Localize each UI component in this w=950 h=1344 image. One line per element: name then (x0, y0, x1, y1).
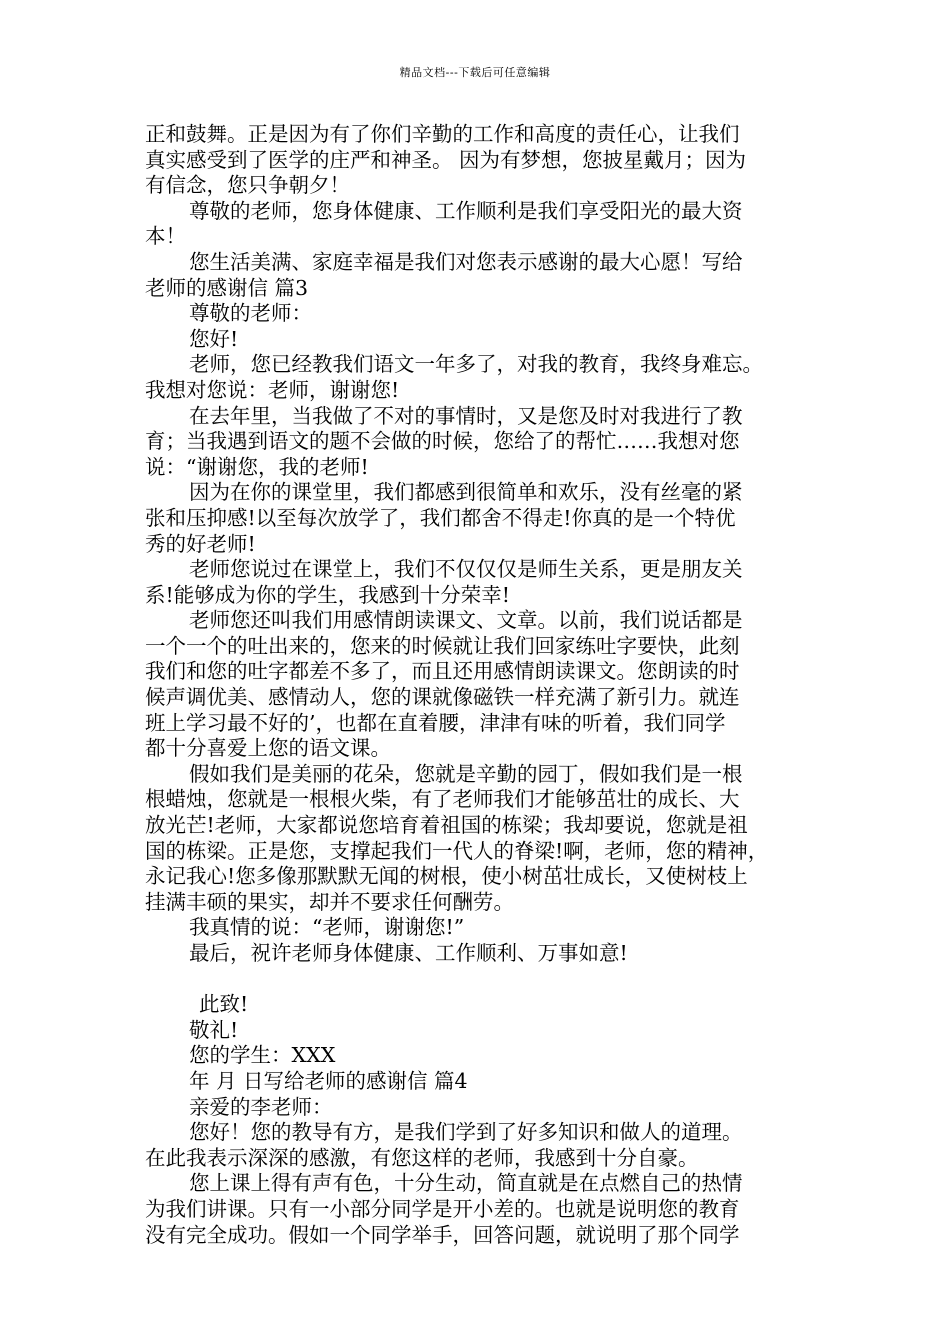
paragraph-start-line: 您生活美满、家庭幸福是我们对您表示感谢的最大心愿！写给 (189, 249, 743, 274)
text-line: 正和鼓舞。正是因为有了你们辛勤的工作和高度的责任心，让我们 (145, 122, 740, 146)
paragraph-start-line: 老师，您已经教我们语文一年多了，对我的教育，我终身难忘。 (189, 352, 763, 377)
signature-line: 您的学生：XXX (189, 1043, 336, 1068)
text-line: 一个一个的吐出来的，您来的时候就让我们回家练吐字要快，此刻 (145, 633, 740, 658)
closing-line: 敬礼! (189, 1017, 239, 1042)
text-line: 放光芒!老师，大家都说您培育着祖国的栋梁；我却要说，您就是祖 (145, 813, 748, 838)
paragraph-start-line: 您上课上得有声有色，十分生动，简直就是在点燃自己的热情 (189, 1171, 743, 1196)
paragraph-start-line: 老师您还叫我们用感情朗读课文、文章。以前，我们说话都是 (189, 608, 743, 633)
paragraph-start-line: 因为在你的课堂里，我们都感到很简单和欢乐，没有丝毫的紧 (189, 480, 743, 505)
paragraph-start-line: 您好！您的教导有方，是我们学到了好多知识和做人的道理。 (189, 1120, 743, 1145)
paragraph-start-line: 我真情的说：“老师，谢谢您!” (189, 915, 465, 940)
text-line: 根蜡烛，您就是一根根火柴，有了老师我们才能够茁壮的成长、大 (145, 787, 740, 812)
text-line: 都十分喜爱上您的语文课。 (145, 736, 391, 761)
paragraph-start-line: 在去年里，当我做了不对的事情时，又是您及时对我进行了教 (189, 403, 743, 428)
text-line: 没有完全成功。假如一个同学举手，回答问题，就说明了那个同学 (145, 1222, 740, 1247)
text-line: 永记我心!您多像那默默无闻的树根，使小树茁壮成长，又使树枝上 (145, 864, 748, 889)
text-line: 有信念，您只争朝夕！ (145, 173, 350, 198)
text-line: 挂满丰硕的果实，却并不要求任何酬劳。 (145, 889, 514, 914)
text-line: 秀的好老师! (145, 531, 256, 556)
closing-line: 此致! (199, 992, 249, 1017)
section-heading-line: 年 月 日写给老师的感谢信 篇4 (189, 1068, 468, 1093)
text-line: 张和压抑感!以至每次放学了，我们都舍不得走!你真的是一个特优 (145, 505, 736, 530)
text-line: 说：“谢谢您，我的老师! (145, 454, 369, 479)
text-line: 系!能够成为你的学生，我感到十分荣幸! (145, 582, 510, 607)
text-line: 在此我表示深深的感激，有您这样的老师，我感到十分自豪。 (145, 1145, 699, 1170)
paragraph-start-line: 尊敬的老师，您身体健康、工作顺利是我们享受阳光的最大资 (189, 198, 743, 223)
text-line: 育；当我遇到语文的题不会做的时候，您给了的帮忙……我想对您 (145, 429, 740, 454)
paragraph-start-line: 最后，祝许老师身体健康、工作顺利、万事如意! (189, 941, 628, 965)
salutation-line: 亲爱的李老师： (189, 1094, 333, 1119)
blank-line (145, 967, 813, 993)
paragraph-start-line: 假如我们是美丽的花朵，您就是辛勤的园丁，假如我们是一根 (189, 761, 743, 786)
page-header-text: 精品文档---下载后可任意编辑 (399, 66, 551, 79)
paragraph-start-line: 老师您说过在课堂上，我们不仅仅仅是师生关系，更是朋友关 (189, 557, 743, 582)
document-body (145, 122, 813, 1248)
text-line: 本！ (145, 224, 186, 249)
page-header (0, 66, 950, 80)
section-heading-line: 老师的感谢信 篇3 (145, 275, 309, 300)
text-line: 班上学习最不好的’，也都在直着腰，津津有味的听着，我们同学 (145, 710, 726, 735)
text-line: 真实感受到了医学的庄严和神圣。 因为有梦想，您披星戴月；因为 (145, 147, 747, 172)
text-line: 我想对您说：老师，谢谢您! (145, 377, 400, 402)
text-line: 国的栋梁。正是您，支撑起我们一代人的脊梁!啊，老师，您的精神， (145, 838, 769, 863)
salutation-line: 尊敬的老师： (189, 301, 312, 326)
text-line: 候声调优美、感情动人，您的课就像磁铁一样充满了新引力。就连 (145, 685, 740, 710)
greeting-line: 您好! (189, 326, 239, 351)
text-line: 我们和您的吐字都差不多了，而且还用感情朗读课文。您朗读的时 (145, 659, 740, 684)
text-line: 为我们讲课。只有一小部分同学是开小差的。也就是说明您的教育 (145, 1196, 740, 1221)
